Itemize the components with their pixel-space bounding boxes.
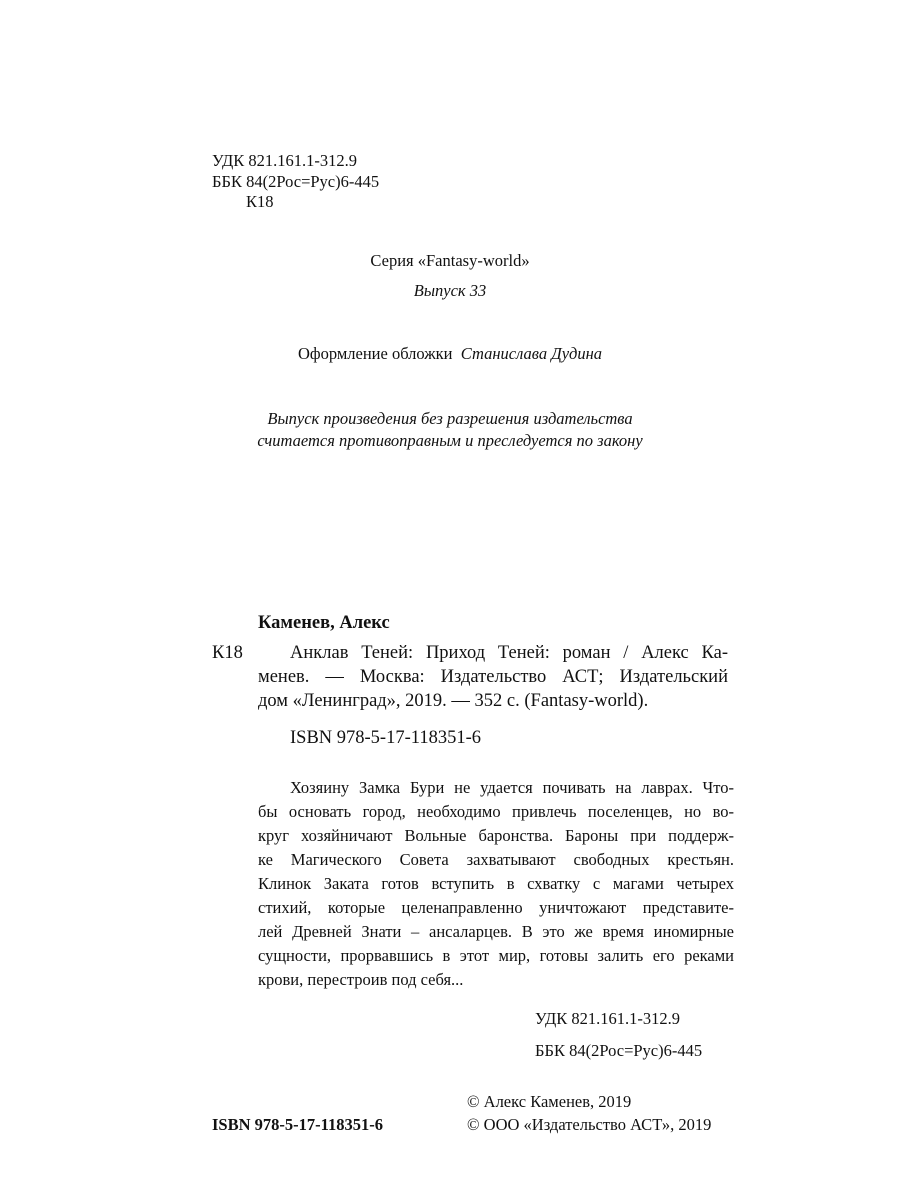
top-bbk-code: ББК 84(2Рос=Рус)6-445 bbox=[212, 172, 380, 191]
top-udk-code: УДК 821.161.1-312.9 bbox=[212, 151, 358, 170]
annotation-line-1: Хозяину Замка Бури не удается почивать на лаврах. Что- bbox=[290, 778, 734, 797]
annotation-line-2: бы основать город, необходимо привлечь поселенцев, но во- bbox=[258, 802, 734, 821]
annotation-line-3: круг хозяйничают Вольные баронства. Бароны при поддерж- bbox=[258, 826, 734, 845]
top-author-mark: К18 bbox=[246, 192, 274, 211]
card-bbk-code: ББК 84(2Рос=Рус)6-445 bbox=[535, 1041, 703, 1060]
description-line-2: менев. — Москва: Издательство АСТ; Издательский bbox=[258, 667, 728, 687]
annotation-line-6: стихий, которые целенаправленно уничтожают представите- bbox=[258, 898, 734, 917]
description-line-1: Анклав Теней: Приход Теней: роман / Алекс Ка- bbox=[290, 643, 728, 663]
cover-designer-name: Станислава Дудина bbox=[460, 344, 603, 363]
series-issue: Выпуск 33 bbox=[413, 281, 487, 300]
copyright-publisher: © ООО «Издательство АСТ», 2019 bbox=[467, 1115, 712, 1134]
series-title: Серия «Fantasy-world» bbox=[370, 251, 530, 270]
cover-design-label: Оформление обложки bbox=[297, 344, 453, 363]
legal-notice-line-2: считается противоправным и преследуется по закону bbox=[257, 431, 643, 450]
card-author-mark: К18 bbox=[212, 643, 243, 663]
annotation-line-8: сущности, прорвавшись в этот мир, готовы залить его реками bbox=[258, 946, 734, 965]
author-heading: Каменев, Алекс bbox=[258, 613, 390, 633]
annotation-line-5: Клинок Заката готов вступить в схватку с магами четырех bbox=[258, 874, 734, 893]
annotation-line-7: лей Древней Знати – ансаларцев. В это же время иномирные bbox=[258, 922, 734, 941]
description-line-3: дом «Ленинград», 2019. — 352 с. (Fantasy-world). bbox=[258, 691, 649, 711]
cover-design-line bbox=[150, 344, 750, 364]
card-udk-code: УДК 821.161.1-312.9 bbox=[535, 1009, 681, 1028]
card-isbn: ISBN 978-5-17-118351-6 bbox=[290, 728, 481, 748]
annotation-line-9: крови, перестроив под себя... bbox=[258, 970, 464, 989]
copyright-author: © Алекс Каменев, 2019 bbox=[467, 1092, 632, 1111]
annotation-line-4: ке Магического Совета захватывают свободных крестьян. bbox=[258, 850, 734, 869]
legal-notice-line-1: Выпуск произведения без разрешения издательства bbox=[267, 409, 633, 428]
footer-isbn: ISBN 978-5-17-118351-6 bbox=[212, 1115, 383, 1134]
